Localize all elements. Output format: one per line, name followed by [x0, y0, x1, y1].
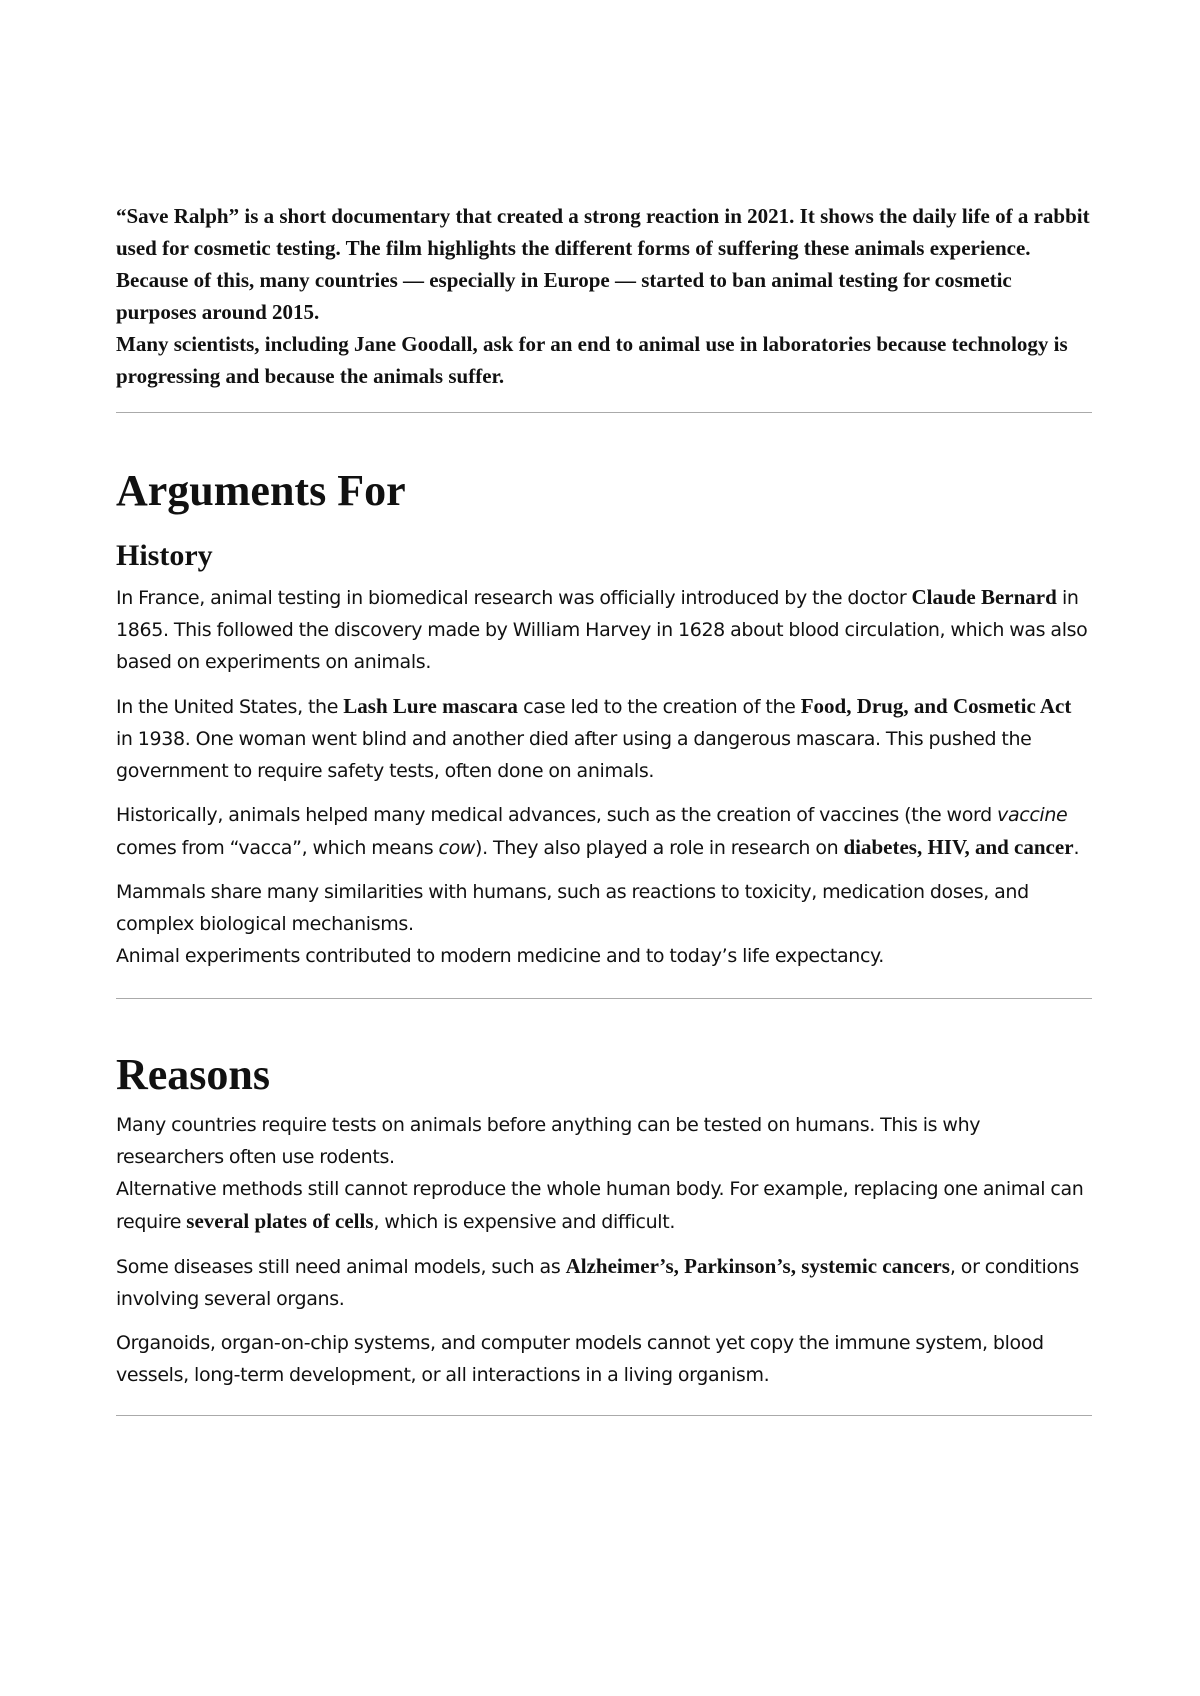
- document-body: [116, 200, 1092, 1416]
- text: Animal experiments contributed to modern medicine and to today’s life expectancy.: [116, 945, 884, 967]
- heading-reasons: Reasons: [116, 1050, 271, 1099]
- section-divider: [116, 412, 1092, 413]
- bold-text: Lash Lure mascara: [343, 694, 518, 718]
- history-paragraph-france: [116, 581, 1092, 678]
- bold-text: diabetes, HIV, and cancer: [843, 835, 1074, 859]
- heading-history: History: [116, 539, 213, 572]
- italic-text: vaccine: [997, 804, 1068, 826]
- section-divider: [116, 1415, 1092, 1416]
- heading-arguments-for: Arguments For: [116, 466, 406, 515]
- bold-text: Claude Bernard: [911, 585, 1057, 609]
- bold-text: Food, Drug, and Cosmetic Act: [800, 694, 1072, 718]
- reasons-paragraph-organoids: Organoids, organ-on-chip systems, and computer models cannot yet copy the immune system, blood vessels, long-term development, or all interactions in a living organism.: [116, 1332, 1044, 1386]
- intro-paragraph: [116, 200, 1092, 392]
- text: ). They also played a role in research on: [475, 837, 844, 859]
- intro-text: “Save Ralph” is a short documentary that created a strong reaction in 2021. It shows the daily life of a rabbit used for cosmetic testing. The film highlights the different forms of suffering these animals experience. Because of this, many countries — especially in Europe — started to ban animal testing for cosmetic purposes around 2015.: [116, 204, 1090, 324]
- reasons-paragraph-diseases: [116, 1250, 1092, 1315]
- text: in 1938. One woman went blind and another died after using a dangerous mascara. This pushed the government to require safety tests, often done on animals.: [116, 728, 1032, 782]
- text: case led to the creation of the: [517, 696, 801, 718]
- text: Historically, animals helped many medical advances, such as the creation of vaccines (the word: [116, 804, 998, 826]
- text: Many countries require tests on animals before anything can be tested on humans. This is why researchers often use rodents.: [116, 1114, 981, 1168]
- text: in 1865. This followed the discovery made by William Harvey in 1628 about blood circulation, which was also based on experiments on animals.: [116, 587, 1088, 673]
- history-paragraph-mammals: [116, 876, 1092, 972]
- text: Mammals share many similarities with humans, such as reactions to toxicity, medication doses, and complex biological mechanisms.: [116, 881, 1029, 935]
- text: , which is expensive and difficult.: [373, 1211, 676, 1233]
- bold-text: several plates of cells: [186, 1209, 374, 1233]
- text: comes from “vacca”, which means: [116, 837, 439, 859]
- text: Alternative methods still cannot reproduce the whole human body. For example, replacing one animal can require: [116, 1178, 1084, 1233]
- history-paragraph-united-states: [116, 690, 1092, 787]
- text: In France, animal testing in biomedical research was officially introduced by the doctor: [116, 587, 912, 609]
- italic-text: cow: [438, 837, 476, 859]
- intro-text-scientists: Many scientists, including Jane Goodall, ask for an end to animal use in laboratories because technology is progressing and because the animals suffer.: [116, 332, 1068, 388]
- text: .: [1073, 837, 1080, 859]
- reasons-alternative-methods: [116, 1173, 1092, 1238]
- section-divider: [116, 998, 1092, 999]
- text: Some diseases still need animal models, such as: [116, 1256, 566, 1278]
- bold-text: Alzheimer’s, Parkinson’s, systemic cancers: [565, 1254, 950, 1278]
- reasons-paragraph-requirements: [116, 1109, 1092, 1238]
- text: In the United States, the: [116, 696, 344, 718]
- text: , or conditions involving several organs.: [116, 1256, 1079, 1310]
- history-paragraph-medical-advances: [116, 799, 1092, 864]
